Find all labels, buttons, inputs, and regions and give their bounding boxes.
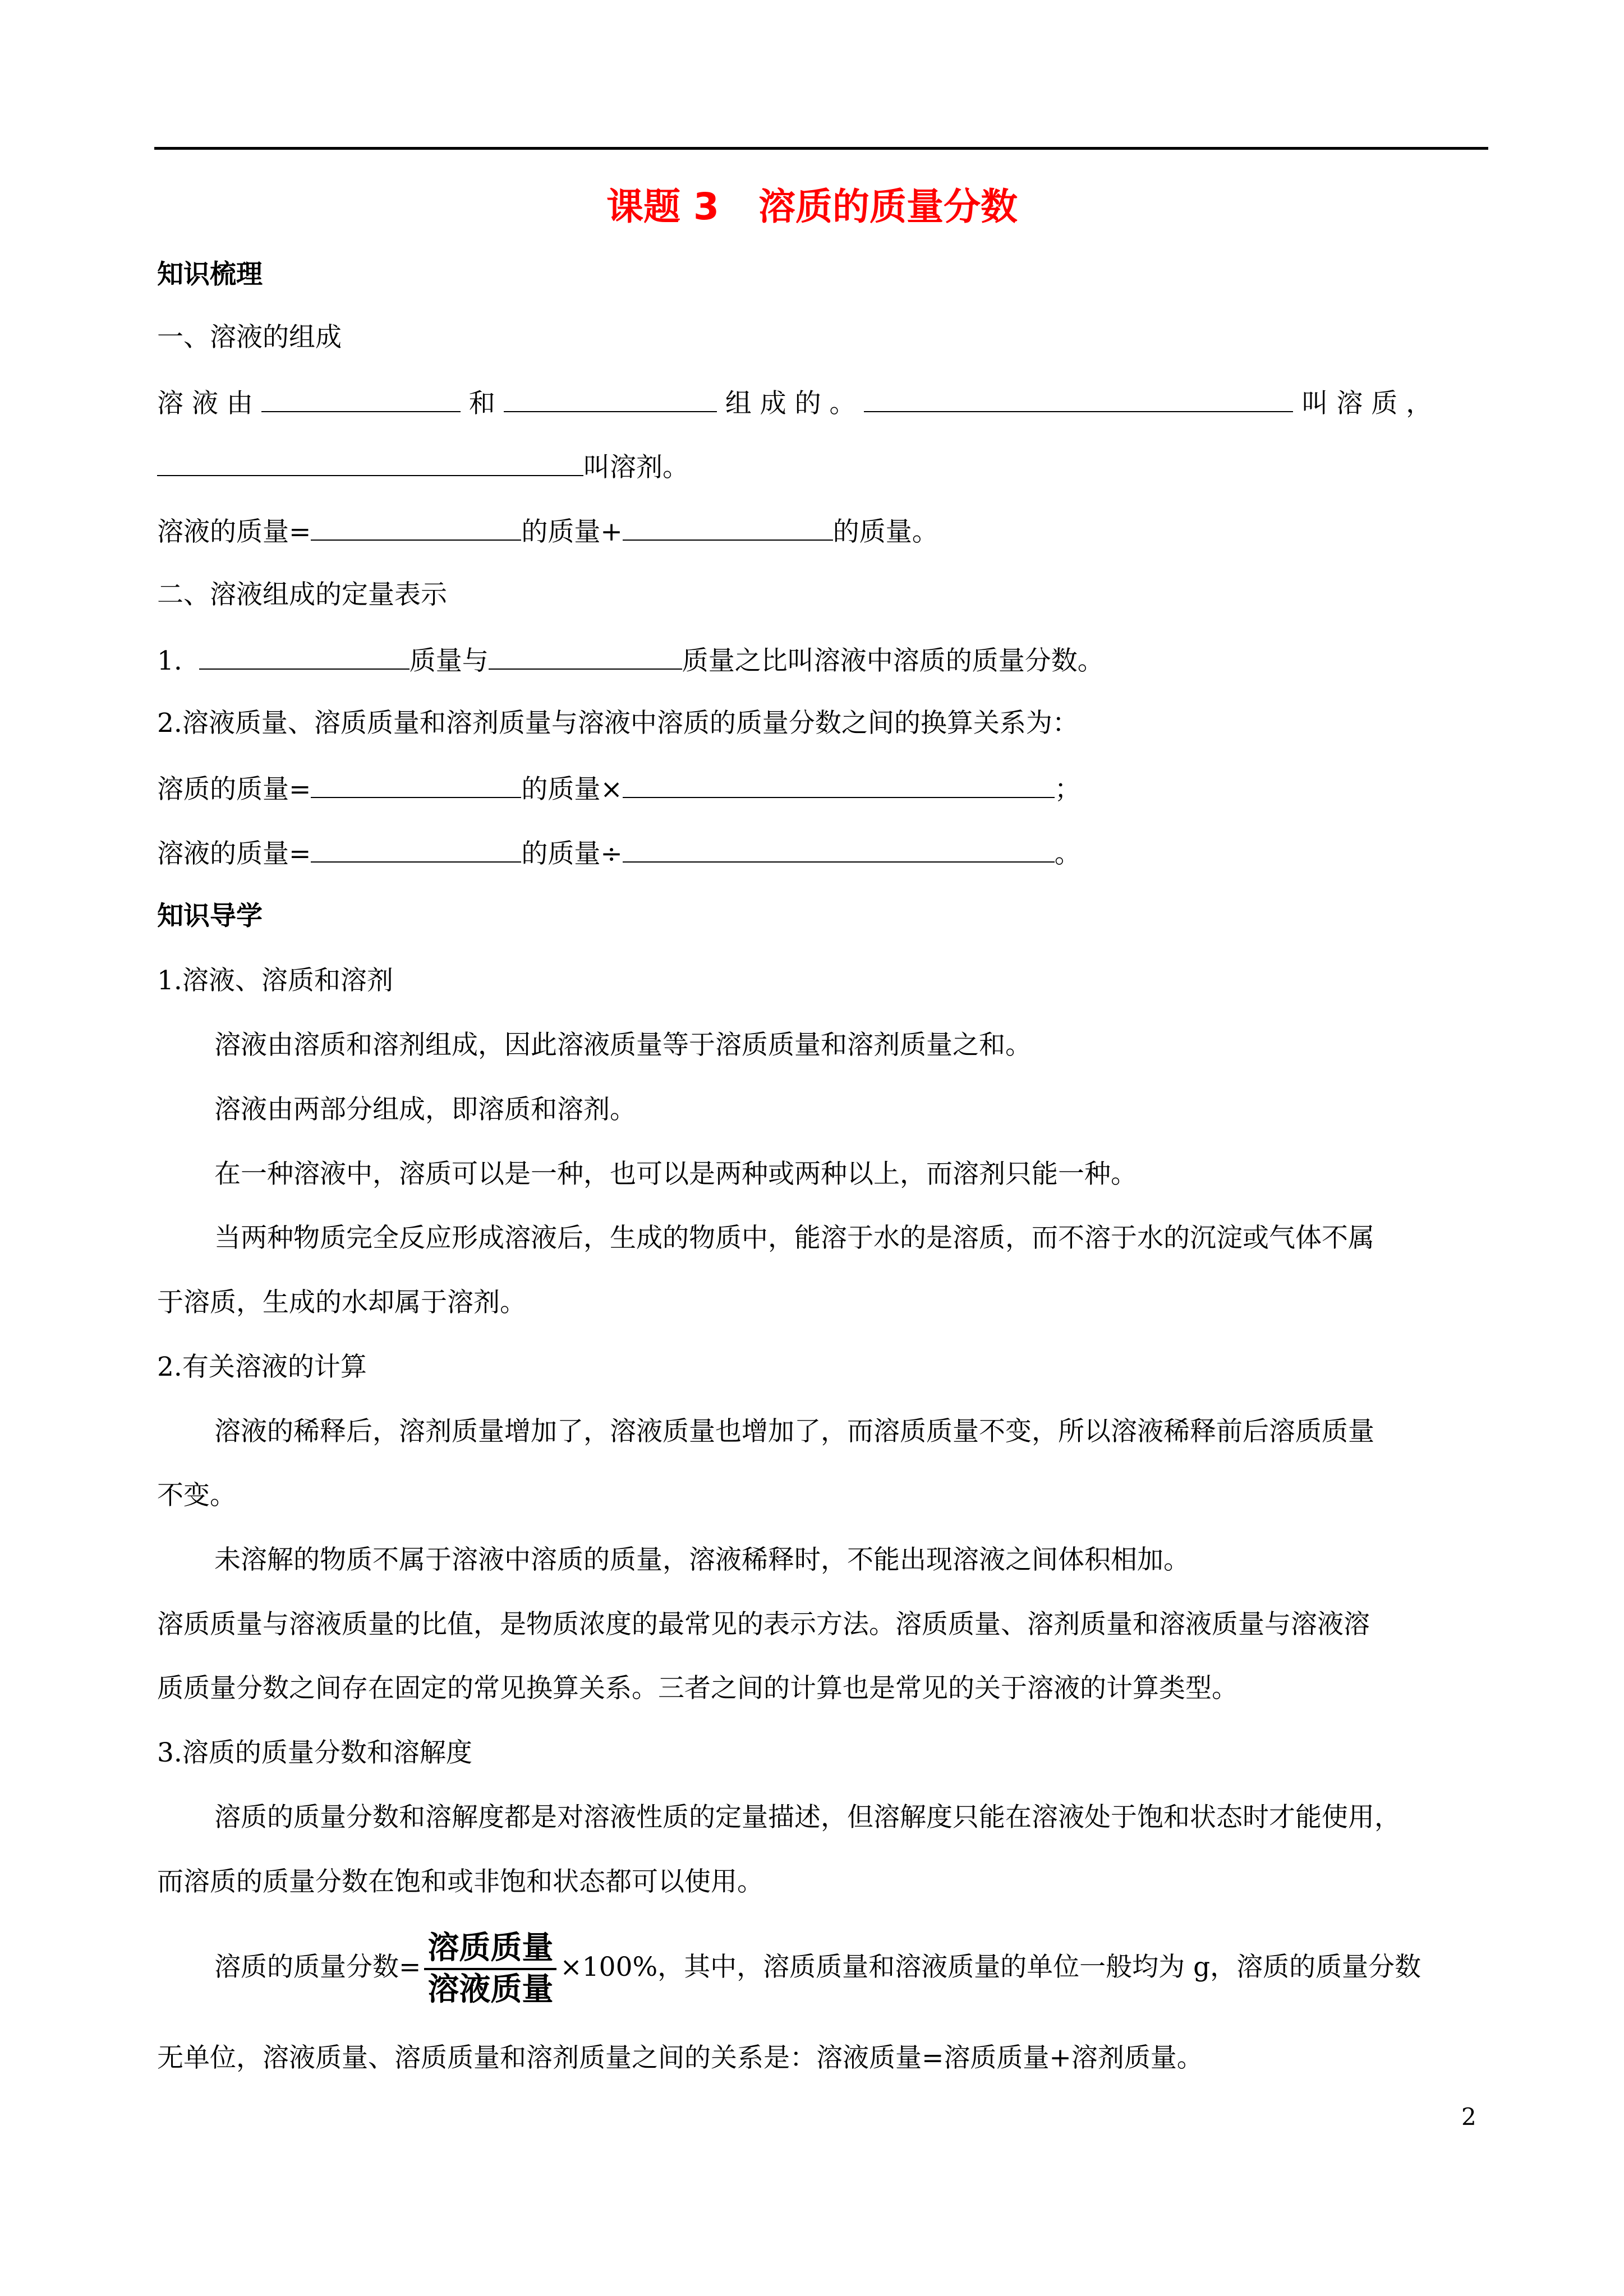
text: 溶 液 由 (157, 388, 253, 419)
paragraph: 而溶质的质量分数在饱和或非饱和状态都可以使用。 (157, 1866, 763, 1897)
paragraph: 无单位，溶液质量、溶质质量和溶剂质量之间的关系是：溶液质量=溶质质量+溶剂质量。 (157, 2043, 1203, 2073)
blank-field[interactable] (157, 449, 583, 476)
blank-field[interactable] (311, 514, 521, 541)
text: 的质量÷ (521, 838, 623, 869)
text: 溶质的质量分数= (214, 1952, 421, 1983)
subheading-solution-composition: 一、溶液的组成 (157, 322, 342, 353)
fill-line-3 (157, 514, 938, 549)
paragraph: 溶质质量与溶液质量的比值，是物质浓度的最常见的表示方法。溶质质量、溶剂质量和溶液质量与溶液溶 (157, 1609, 1370, 1640)
text: 的质量+ (521, 517, 623, 547)
fraction-denominator: 溶液质量 (427, 1971, 554, 2008)
fill-line-7 (157, 836, 1081, 871)
text: 1. (157, 646, 182, 676)
title-lesson-number: 课题 3 (606, 185, 719, 228)
paragraph: 当两种物质完全反应形成溶液后，生成的物质中，能溶于水的是溶质，而不溶于水的沉淀或气体不属 (214, 1223, 1374, 1253)
blank-field[interactable] (623, 771, 1055, 798)
paragraph: 未溶解的物质不属于溶液中溶质的质量，溶液稀释时，不能出现溶液之间体积相加。 (214, 1545, 1190, 1575)
blank-field[interactable] (623, 514, 833, 541)
text: 溶质的质量= (157, 774, 311, 805)
text: 叫溶剂。 (583, 452, 689, 483)
mass-fraction-formula (424, 1929, 556, 2009)
text: 溶液的质量= (157, 517, 311, 547)
paragraph: 溶液的稀释后，溶剂质量增加了，溶液质量也增加了，而溶质质量不变，所以溶液稀释前后溶质质量 (214, 1416, 1374, 1447)
text: 和 (468, 388, 495, 419)
text: 。 (1054, 838, 1081, 869)
blank-field[interactable] (623, 836, 1055, 863)
blank-field[interactable] (311, 836, 521, 863)
blank-field[interactable] (199, 643, 410, 670)
blank-field[interactable] (311, 771, 521, 798)
fraction-numerator: 溶质质量 (424, 1929, 556, 1970)
page-number: 2 (1461, 2103, 1476, 2131)
text: ×100%，其中，溶质质量和溶液质量的单位一般均为 g，溶质的质量分数 (560, 1952, 1421, 1983)
fill-line-1 (157, 385, 1432, 421)
title-topic: 溶质的质量分数 (758, 185, 1018, 228)
text: 质量之比叫溶液中溶质的质量分数。 (682, 646, 1104, 676)
topic-2-title: 2.有关溶液的计算 (157, 1352, 367, 1382)
text: 的质量× (521, 774, 623, 805)
text: 质量与 (409, 646, 489, 676)
fill-line-2 (157, 449, 689, 485)
blank-field[interactable] (864, 385, 1293, 412)
heading-knowledge-summary: 知识梳理 (157, 259, 263, 290)
topic-1-title: 1.溶液、溶质和溶剂 (157, 965, 393, 996)
conversion-intro: 2.溶液质量、溶质质量和溶剂质量与溶液中溶质的质量分数之间的换算关系为： (157, 708, 1079, 739)
fill-line-6 (157, 771, 1081, 806)
blank-field[interactable] (261, 385, 461, 412)
paragraph: 质质量分数之间存在固定的常见换算关系。三者之间的计算也是常见的关于溶液的计算类型。 (157, 1673, 1238, 1704)
paragraph: 在一种溶液中，溶质可以是一种，也可以是两种或两种以上，而溶剂只能一种。 (214, 1159, 1137, 1190)
text: 组 成 的 。 (725, 388, 856, 419)
paragraph: 于溶质，生成的水却属于溶剂。 (157, 1287, 526, 1318)
formula-line (214, 1925, 1421, 2009)
fill-line-4 (157, 643, 1104, 678)
text: ； (1054, 774, 1081, 805)
paragraph: 溶质的质量分数和溶解度都是对溶液性质的定量描述，但溶解度只能在溶液处于饱和状态时才能使用， (214, 1802, 1401, 1833)
header-rule (154, 147, 1488, 150)
text: 溶液的质量= (157, 838, 311, 869)
paragraph: 溶液由溶质和溶剂组成，因此溶液质量等于溶质质量和溶剂质量之和。 (214, 1030, 1032, 1061)
paragraph: 不变。 (157, 1480, 236, 1511)
heading-knowledge-guide: 知识导学 (157, 901, 263, 932)
page-title (0, 177, 1624, 230)
topic-3-title: 3.溶质的质量分数和溶解度 (157, 1737, 472, 1768)
text: 叫 溶 质 ， (1301, 388, 1433, 419)
paragraph: 溶液由两部分组成，即溶质和溶剂。 (214, 1094, 636, 1125)
blank-field[interactable] (504, 385, 717, 412)
text: 的质量。 (832, 517, 938, 547)
subheading-quantitative: 二、溶液组成的定量表示 (157, 579, 447, 610)
blank-field[interactable] (489, 643, 682, 670)
